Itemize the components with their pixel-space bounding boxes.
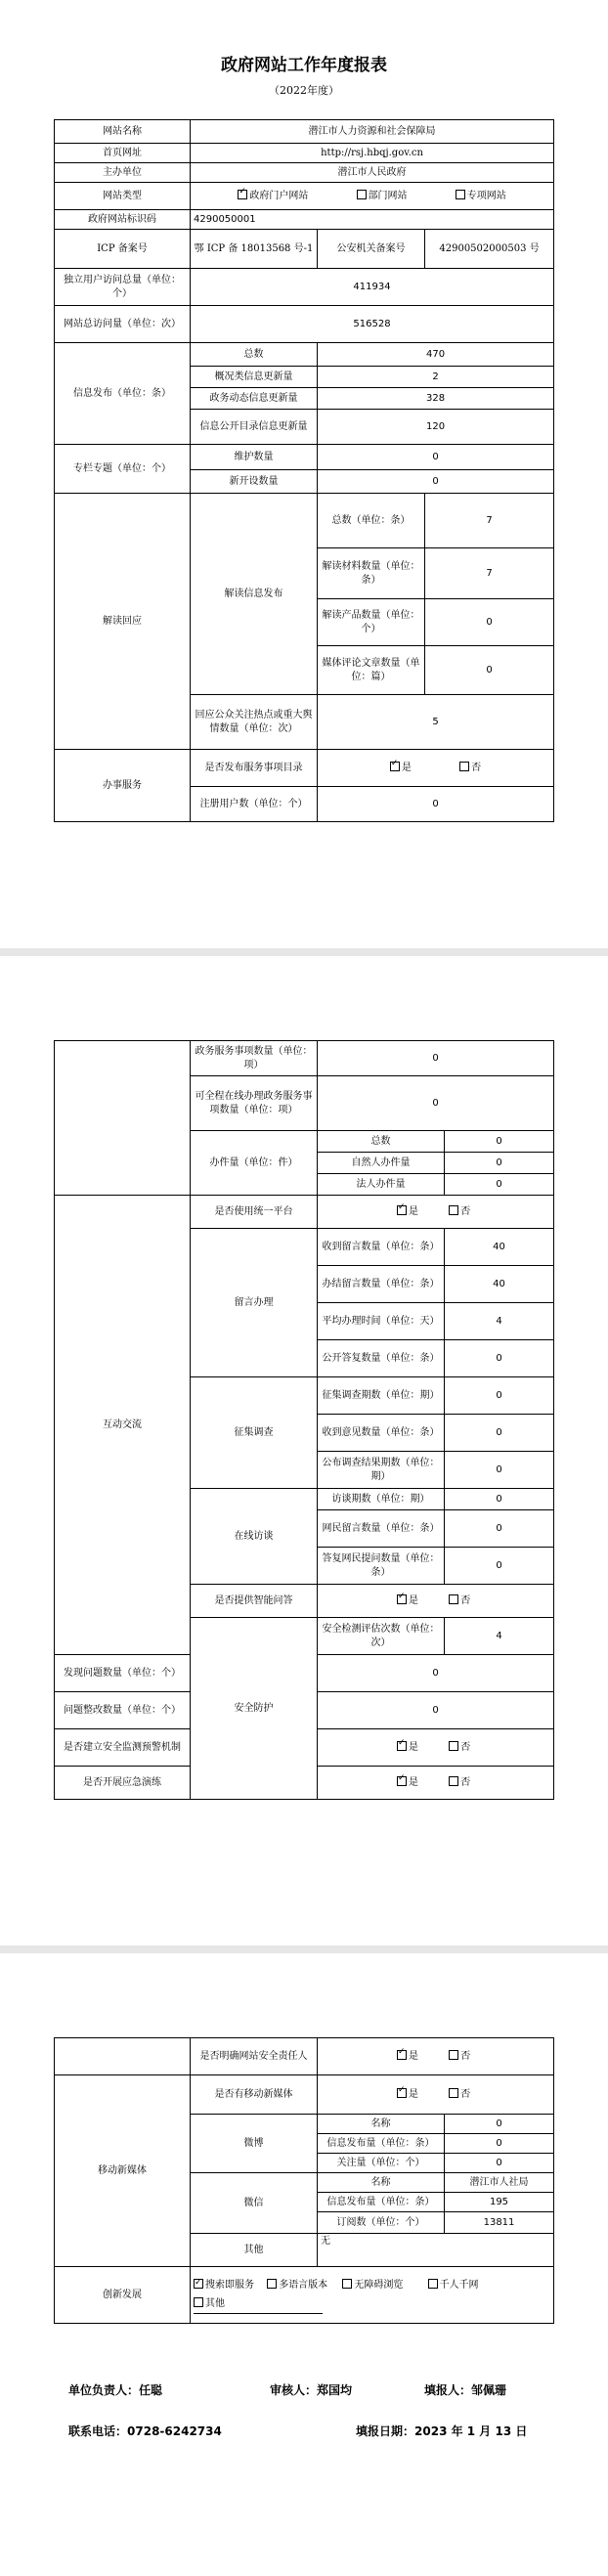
table-row <box>55 494 554 548</box>
cell-label: 收到意见数量（单位：条） <box>318 1415 445 1452</box>
option-label: 其他 <box>205 2298 225 2309</box>
option-label: 是 <box>409 1594 418 1606</box>
cell-label: 新开设数量 <box>191 470 318 494</box>
yes-no-options <box>318 2075 554 2115</box>
cell-label: 网站总访问量（单位：次） <box>55 306 191 343</box>
host-unit: 潜江市人民政府 <box>191 163 554 183</box>
checkbox-checked <box>238 190 247 199</box>
option-label: 多语言版本 <box>279 2280 328 2291</box>
cell-label: 是否开展应急演练 <box>55 1767 191 1800</box>
option-label: 政府门户网站 <box>249 190 309 201</box>
table-row <box>55 210 554 230</box>
option-label: 是 <box>409 2050 418 2062</box>
checkbox-checked <box>390 762 400 771</box>
filler-label: 填报人： <box>424 2383 472 2397</box>
zt-new: 0 <box>318 470 554 494</box>
auditor <box>270 2381 352 2398</box>
section-label: 互动交流 <box>55 1196 191 1655</box>
cell-label: 征集调查期数（单位：期） <box>318 1377 445 1415</box>
cell-label: 媒体评论文章数量（单位：篇） <box>318 646 425 695</box>
report-title: 政府网站工作年度报表 <box>221 56 387 75</box>
cell-label: 是否建立安全监测预警机制 <box>55 1729 191 1767</box>
cell-label: 名称 <box>318 2115 445 2134</box>
section-label: 移动新媒体 <box>55 2075 191 2267</box>
cell-label: 网站类型 <box>55 183 191 210</box>
table-row <box>55 1041 554 1076</box>
wx-info: 195 <box>445 2193 554 2212</box>
cell-label: 政务服务事项数量（单位：项） <box>191 1041 318 1076</box>
unit-head-label: 单位负责人： <box>68 2383 140 2397</box>
cell-label: 网站名称 <box>55 120 191 144</box>
bs-reg: 0 <box>318 787 554 822</box>
yes-no-options <box>318 750 554 787</box>
cell-label: ICP 备案号 <box>55 230 191 269</box>
filler <box>424 2381 506 2398</box>
checkbox-checked <box>397 1594 407 1604</box>
table-row <box>55 144 554 163</box>
subsection-label: 微信 <box>191 2173 318 2234</box>
checkbox-unchecked <box>449 2088 458 2098</box>
table-row <box>55 269 554 306</box>
site-name: 潜江市人力资源和社会保障局 <box>191 120 554 144</box>
ft-periods: 0 <box>445 1489 554 1510</box>
ly-pub: 0 <box>445 1340 554 1377</box>
cell-label: 办结留言数量（单位：条） <box>318 1266 445 1303</box>
ly-time: 4 <box>445 1303 554 1340</box>
info-ml: 120 <box>318 410 554 445</box>
fill-date <box>356 2423 527 2439</box>
checkbox-unchecked <box>194 2297 203 2307</box>
report-year: （2022年度） <box>269 84 339 97</box>
jd-resp: 5 <box>318 695 554 750</box>
cell-label: 政务动态信息更新量 <box>191 388 318 410</box>
bs-full: 0 <box>318 1076 554 1131</box>
page-3 <box>0 1953 608 2576</box>
cell-label: 公布调查结果期数（单位：期） <box>318 1452 445 1489</box>
bj-nat: 0 <box>445 1153 554 1174</box>
icp-number: 鄂 ICP 备 18013568 号-1 <box>191 230 318 269</box>
unit-head <box>68 2381 162 2398</box>
table-row <box>55 750 554 787</box>
report-table-1 <box>54 119 554 822</box>
info-gk: 2 <box>318 367 554 388</box>
section-label: 办事服务 <box>55 750 191 822</box>
ft-msgs: 0 <box>445 1510 554 1548</box>
cell-label: 自然人办件量 <box>318 1153 445 1174</box>
report-table-2 <box>54 1040 554 1800</box>
zj-periods: 0 <box>445 1377 554 1415</box>
ly-recv: 40 <box>445 1229 554 1266</box>
option-label: 否 <box>460 1205 471 1217</box>
page-2 <box>0 956 608 1945</box>
wx-name: 潜江市人社局 <box>445 2173 554 2193</box>
cell-label: 名称 <box>318 2173 445 2193</box>
cell-label: 是否有移动新媒体 <box>191 2075 318 2115</box>
cell-label: 解读产品数量（单位：个） <box>318 599 425 646</box>
checkbox-unchecked <box>428 2279 438 2289</box>
checkbox-unchecked <box>459 762 469 771</box>
bj-leg: 0 <box>445 1174 554 1196</box>
option-label: 否 <box>460 1741 471 1753</box>
cell-label: 维护数量 <box>191 445 318 470</box>
section-label: 安全防护 <box>191 1618 318 1800</box>
cell-label: 首页网址 <box>55 144 191 163</box>
section-label: 专栏专题（单位：个） <box>55 445 191 494</box>
site-code: 4290050001 <box>191 210 554 230</box>
yes-no-options <box>318 1585 554 1618</box>
option-label: 无障碍浏览 <box>354 2280 404 2291</box>
table-row <box>55 183 554 210</box>
checkbox-unchecked <box>357 190 367 199</box>
cell-label: 信息发布量（单位：条） <box>318 2134 445 2154</box>
cell-label: 可全程在线办理政务服务事项数量（单位：项） <box>191 1076 318 1131</box>
cell-label: 法人办件量 <box>318 1174 445 1196</box>
phone-label: 联系电话： <box>68 2424 128 2438</box>
cell-label: 政府网站标识码 <box>55 210 191 230</box>
cell-label: 信息公开目录信息更新量 <box>191 410 318 445</box>
info-dt: 328 <box>318 388 554 410</box>
table-row <box>55 306 554 343</box>
uv-value: 411934 <box>191 269 554 306</box>
checkbox-unchecked <box>267 2279 277 2289</box>
innovation-options <box>191 2267 554 2324</box>
checkbox-unchecked <box>449 1594 458 1604</box>
checkbox-checked <box>397 2050 407 2060</box>
auditor-label: 审核人： <box>270 2383 318 2397</box>
site-type-options <box>191 183 554 210</box>
yes-no-options <box>318 1729 554 1767</box>
zj-pub: 0 <box>445 1452 554 1489</box>
option-label: 部门网站 <box>368 190 408 201</box>
subsection-label: 微博 <box>191 2115 318 2173</box>
checkbox-unchecked <box>449 2050 458 2060</box>
option-label: 是 <box>401 762 412 773</box>
section-label: 信息发布（单位：条） <box>55 343 191 445</box>
option-label: 否 <box>460 1594 471 1606</box>
checkbox-checked <box>397 2088 407 2098</box>
date-value: 2023 年 1 月 13 日 <box>414 2424 528 2438</box>
contact-phone <box>68 2423 222 2439</box>
ly-done: 40 <box>445 1266 554 1303</box>
table-row <box>55 445 554 470</box>
zj-recv: 0 <box>445 1415 554 1452</box>
checkbox-unchecked <box>449 1741 458 1751</box>
table-row <box>55 2038 554 2075</box>
filler-value: 邹佩珊 <box>471 2383 507 2397</box>
section-label-empty <box>55 2038 191 2075</box>
jd-mat: 7 <box>425 548 554 599</box>
checkbox-checked <box>397 1741 407 1751</box>
cell-label: 其他 <box>191 2234 318 2267</box>
cell-label: 订阅数（单位：个） <box>318 2212 445 2234</box>
cell-label: 注册用户数（单位：个） <box>191 787 318 822</box>
aq-fix: 0 <box>318 1692 554 1729</box>
page-1 <box>0 0 608 946</box>
cell-label: 总数 <box>191 343 318 367</box>
zt-wh: 0 <box>318 445 554 470</box>
option-label: 否 <box>460 2050 471 2062</box>
cell-label: 公开答复数量（单位：条） <box>318 1340 445 1377</box>
checkbox-checked <box>194 2279 203 2289</box>
table-row <box>55 2267 554 2324</box>
home-url: http://rsj.hbqj.gov.cn <box>191 144 554 163</box>
bj-total: 0 <box>445 1131 554 1153</box>
table-row <box>55 343 554 367</box>
ft-ans: 0 <box>445 1548 554 1585</box>
wx-sub: 13811 <box>445 2212 554 2234</box>
wb-fans: 0 <box>445 2154 554 2173</box>
subsection-label: 留言办理 <box>191 1229 318 1377</box>
cell-label: 是否提供智能问答 <box>191 1585 318 1618</box>
aq-found: 0 <box>318 1655 554 1692</box>
cell-label: 关注量（单位：个） <box>318 2154 445 2173</box>
cell-label: 平均办理时间（单位：天） <box>318 1303 445 1340</box>
info-total: 470 <box>318 343 554 367</box>
section-label: 创新发展 <box>55 2267 191 2324</box>
cell-label: 解读材料数量（单位：条） <box>318 548 425 599</box>
wb-info: 0 <box>445 2134 554 2154</box>
cell-label: 公安机关备案号 <box>318 230 425 269</box>
page-separator <box>0 1945 608 1953</box>
bs-items: 0 <box>318 1041 554 1076</box>
checkbox-unchecked <box>449 1205 458 1215</box>
checkbox-unchecked <box>456 190 465 199</box>
subsection-label: 办件量（单位：件） <box>191 1131 318 1196</box>
cell-label: 是否发布服务事项目录 <box>191 750 318 787</box>
option-label: 否 <box>460 2088 471 2100</box>
subsection-label: 解读信息发布 <box>191 494 318 695</box>
option-label: 否 <box>471 762 482 773</box>
jd-prod: 0 <box>425 599 554 646</box>
option-label: 是 <box>409 1205 418 1217</box>
checkbox-checked <box>397 1205 407 1215</box>
table-row <box>55 163 554 183</box>
option-label: 是 <box>409 1776 418 1788</box>
option-label: 否 <box>460 1776 471 1788</box>
option-label: 专项网站 <box>466 190 506 201</box>
cell-label: 总数 <box>318 1131 445 1153</box>
option-label: 是 <box>409 2088 418 2100</box>
phone-value: 0728-6242734 <box>127 2424 222 2438</box>
cell-label: 安全检测评估次数（单位：次） <box>318 1618 445 1655</box>
cell-label: 独立用户访问总量（单位：个） <box>55 269 191 306</box>
option-label: 是 <box>409 1741 418 1753</box>
checkbox-unchecked <box>342 2279 352 2289</box>
option-label: 搜索即服务 <box>205 2280 254 2291</box>
aq-eval: 4 <box>445 1618 554 1655</box>
checkbox-unchecked <box>449 1776 458 1786</box>
section-label: 解读回应 <box>55 494 191 750</box>
cell-label: 是否使用统一平台 <box>191 1196 318 1229</box>
page-separator <box>0 948 608 956</box>
checkbox-checked <box>397 1776 407 1786</box>
jd-total: 7 <box>425 494 554 548</box>
jd-media: 0 <box>425 646 554 695</box>
yes-no-options <box>318 1196 554 1229</box>
table-row <box>55 230 554 269</box>
option-label: 千人千网 <box>439 2280 479 2291</box>
table-row <box>55 1196 554 1229</box>
subsection-label: 在线访谈 <box>191 1489 318 1585</box>
cell-label: 发现问题数量（单位：个） <box>55 1655 191 1692</box>
cell-label: 概况类信息更新量 <box>191 367 318 388</box>
cell-label: 答复网民提问数量（单位：条） <box>318 1548 445 1585</box>
unit-head-value: 任聪 <box>139 2383 163 2397</box>
cell-label: 总数（单位：条） <box>318 494 425 548</box>
cell-label: 收到留言数量（单位：条） <box>318 1229 445 1266</box>
other-value: 无 <box>318 2234 554 2267</box>
cell-label: 信息发布量（单位：条） <box>318 2193 445 2212</box>
section-label-empty <box>55 1041 191 1196</box>
cell-label: 访谈期数（单位：期） <box>318 1489 445 1510</box>
date-label: 填报日期： <box>356 2424 415 2438</box>
report-table-3 <box>54 2037 554 2324</box>
yes-no-options <box>318 2038 554 2075</box>
wb-name: 0 <box>445 2115 554 2134</box>
cell-label: 回应公众关注热点或重大舆情数量（单位：次） <box>191 695 318 750</box>
pv-value: 516528 <box>191 306 554 343</box>
table-row <box>55 2075 554 2115</box>
cell-label: 网民留言数量（单位：条） <box>318 1510 445 1548</box>
auditor-value: 郑国均 <box>317 2383 353 2397</box>
yes-no-options <box>318 1767 554 1800</box>
subsection-label: 征集调查 <box>191 1377 318 1489</box>
cell-label: 是否明确网站安全责任人 <box>191 2038 318 2075</box>
cell-label: 主办单位 <box>55 163 191 183</box>
police-number: 42900502000503 号 <box>425 230 554 269</box>
table-row <box>55 120 554 144</box>
cell-label: 问题整改数量（单位：个） <box>55 1692 191 1729</box>
